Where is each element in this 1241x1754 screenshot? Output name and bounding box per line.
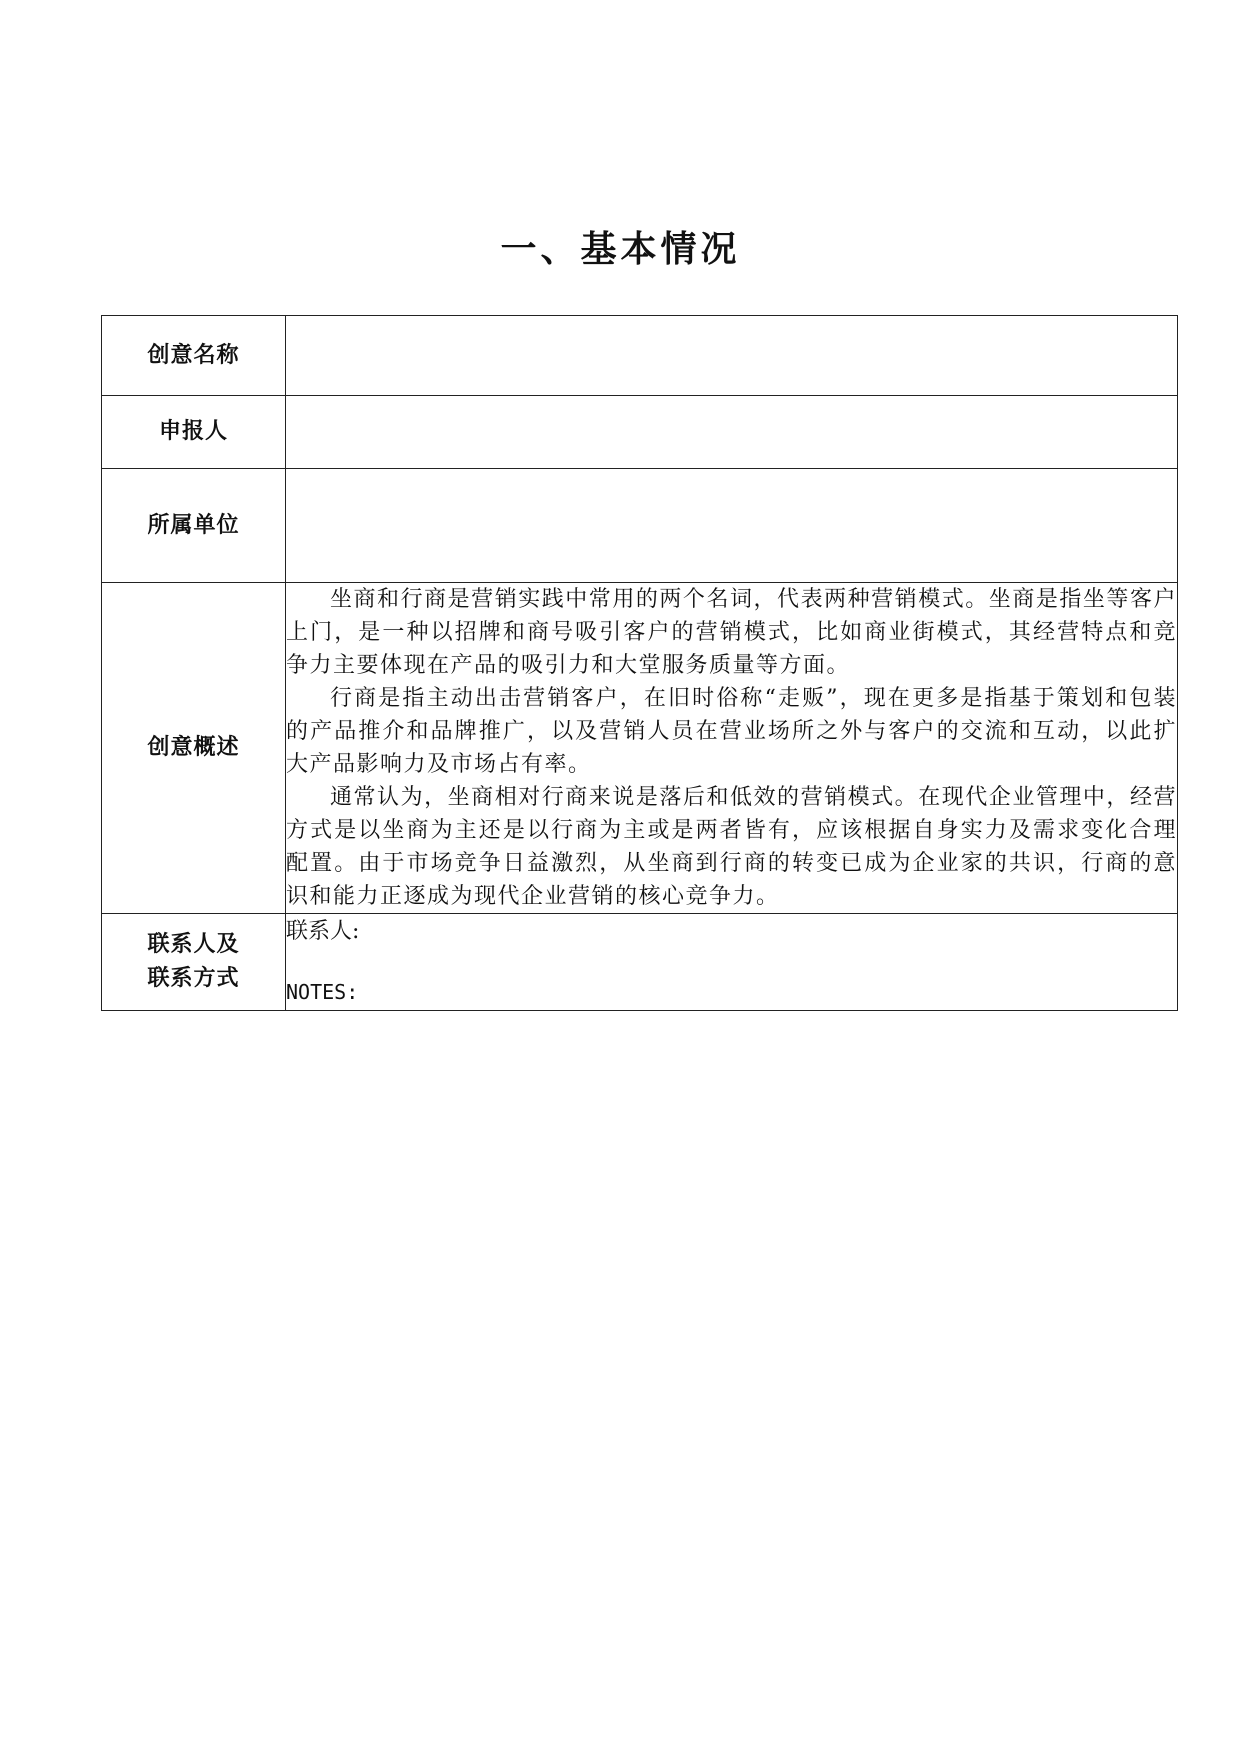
- affiliation-label: 所属单位: [102, 469, 286, 583]
- summary-paragraph-1: 坐商和行商是营销实践中常用的两个名词，代表两种营销模式。坐商是指坐等客户上门，是一种以招牌和商号吸引客户的营销模式，比如商业街模式，其经营特点和竞争力主要体现在产品的吸引力和大堂服务质量等方面。: [286, 587, 1177, 678]
- page-title: 一、基本情况: [500, 229, 741, 270]
- applicant-label: 申报人: [102, 396, 286, 469]
- table-row-affiliation: [102, 469, 1178, 583]
- basic-info-table: [101, 315, 1178, 1011]
- contact-person-text: 联系人:: [286, 919, 360, 944]
- idea-name-label: 创意名称: [102, 316, 286, 396]
- table-row-summary: [102, 583, 1178, 914]
- notes-text: NOTES:: [286, 980, 359, 1004]
- summary-value[interactable]: [286, 583, 1178, 914]
- summary-paragraph-3: 通常认为，坐商相对行商来说是落后和低效的营销模式。在现代企业管理中，经营方式是以坐商为主还是以行商为主或是两者皆有，应该根据自身实力及需求变化合理配置。由于市场竞争日益激烈，从坐商到行商的转变已成为企业家的共识，行商的意识和能力正逐成为现代企业营销的核心竞争力。: [286, 785, 1177, 909]
- summary-paragraph-2: 行商是指主动出击营销客户，在旧时俗称“走贩”，现在更多是指基于策划和包装的产品推介和品牌推广，以及营销人员在营业场所之外与客户的交流和互动，以此扩大产品影响力及市场占有率。: [286, 686, 1177, 777]
- contact-label-line-1: 联系人及: [147, 932, 240, 957]
- table-row-contact: [102, 914, 1178, 1011]
- idea-name-value[interactable]: [286, 316, 1178, 396]
- table-row-applicant: [102, 396, 1178, 469]
- contact-label: [102, 914, 286, 1011]
- table-row-idea-name: [102, 316, 1178, 396]
- applicant-value[interactable]: [286, 396, 1178, 469]
- contact-label-line-2: 联系方式: [147, 966, 240, 991]
- affiliation-value[interactable]: [286, 469, 1178, 583]
- contact-value[interactable]: [286, 914, 1178, 1011]
- summary-label: 创意概述: [102, 583, 286, 914]
